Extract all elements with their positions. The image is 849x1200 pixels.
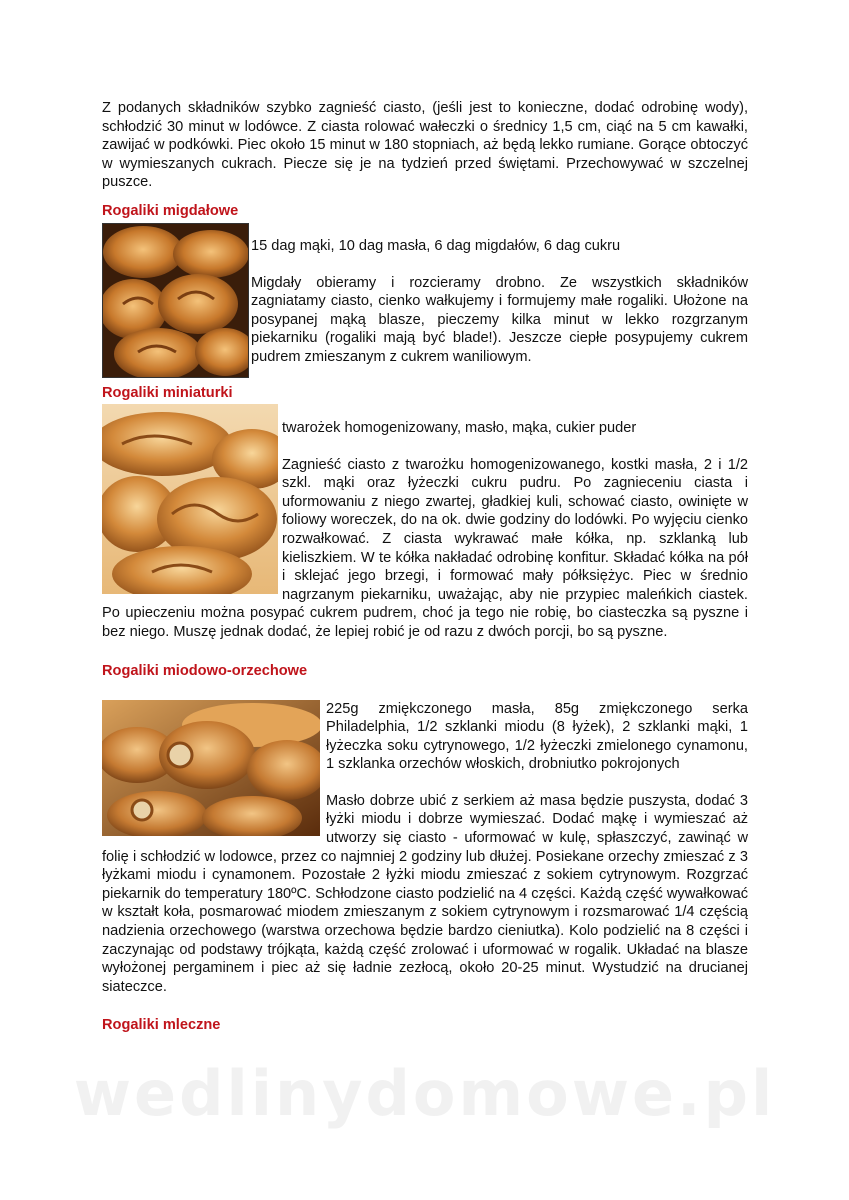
recipe-section-miniaturki [102,384,748,642]
recipe-title: Rogaliki miniaturki [102,384,233,401]
rugelach-photo [102,700,320,836]
recipe-title: Rogaliki migdałowe [102,202,239,219]
intro-paragraph: Z podanych składników szybko zagnieść ciasto, (jeśli jest to konieczne, dodać odrobinę wody), schłodzić 30 minut w lodówce. Z ciasta rolować wałeczki o średnicy 1,5 cm, ciąć na 5 cm kawałki, zawijać w podkówki. Piec około 15 minut w 180 stopniach, aż będą lekko rumiane. Gorące obtoczyć w wymieszanych cukrach. Piecze się je na tydzień przed świętami. Przechowywać w szczelnej puszce. [102,100,748,191]
recipe-method: Zagnieść ciasto z twarożku homogenizowanego, kostki masła, 2 i 1/2 szkl. mąki oraz łyżeczki cukru pudru. Po zagnieceniu ciasta i uformowaniu z niego zwartej, gładkiej kuli, schować ciasto, owinięte w foliowy woreczek, do na ok. dwie godziny do lodówki. Po wyjęciu cienko rozwałkować. Z ciasta wykrawać małe kółka, np. szklanką lub kieliszkiem. W te kółka nakładać odrobinę konfitur. Składać kółka na pół i sklejać jego brzegi, i formować mały półksiężyc. Piec w średnio nagrzanym piekarniku, uważając, aby nie przypiec maleńkich ciastek. Po upieczeniu można posypać cukrem pudrem, choć ja tego nie robię, bo ciasteczka są pyszne i bez niego. Muszę jednak dodać, że lepiej robić je od razu z dwóch porcji, bo są pyszne. [102,456,748,640]
recipe-method: Migdały obieramy i rozcieramy drobno. Ze wszystkich składników zagniatamy ciasto, cienko wałkujemy i formujemy małe rogaliki. Ułożone na posypanej mąką blasze, pieczemy kilka minut w lekko rozgrzanym piekarniku (rogaliki mają być blade!). Jeszcze ciepłe posypujemy cukrem pudrem zmieszanym z cukrem waniliowym. [251,274,748,365]
recipe-section-migdalowe [102,202,748,378]
recipe-page [102,99,748,1034]
recipe-title: Rogaliki mleczne [102,1017,221,1034]
recipe-section-miodowo-orzechowe [102,662,748,997]
recipe-section-mleczne [102,1016,748,1034]
croissant-photo [102,223,249,378]
recipe-ingredients: twarożek homogenizowany, masło, mąka, cukier puder [282,419,637,436]
croissant-photo [102,404,278,594]
recipe-ingredients: 15 dag mąki, 10 dag masła, 6 dag migdałów, 6 dag cukru [251,237,621,254]
site-watermark: wedlinydomowe.pl [73,1057,776,1130]
recipe-method: Masło dobrze ubić z serkiem aż masa będzie puszysta, dodać 3 łyżki miodu i dobrze wymieszać. Dodać mąkę i wymieszać aż utworzy się ciasto - uformować w kulę, spłaszczyć, zawinąć w folię i schłodzić w lodowce, przez co najmniej 2 godziny lub dłużej. Posiekane orzechy zmieszać z 3 łyżkami miodu i cynamonem. Pozostałe 2 łyżki miodu zmieszać z sokiem cytrynowym. Rozgrzać piekarnik do temperatury 180ºC. Schłodzone ciasto podzielić na 4 części. Każdą część wywałkować w kształt koła, posmarować miodem zmieszanym z sokiem cytrynowym i rozsmarować 1/4 częścią nadzienia orzechowego (warstwa orzechowa będzie bardzo cieniutka). Kolo podzielić na 8 części i zaczynając od podstawy trójkąta, każdą część zrolować i uformować w rogalik. Układać na blasze wyłożonej pergaminem i piec aż się ładnie zezłocą, około 20-25 minut. Wystudzić na drucianej siateczce. [102,792,748,995]
recipe-title: Rogaliki miodowo-orzechowe [102,662,308,679]
recipe-ingredients: 225g zmiękczonego masła, 85g zmiękczonego serka Philadelphia, 1/2 szklanki miodu (8 łyżek), 2 szklanki mąki, 1 łyżeczka soku cytrynowego, 1/2 łyżeczki zmielonego cynamonu, 1 szklanka orzechów włoskich, drobniutko pokrojonych [326,700,748,773]
